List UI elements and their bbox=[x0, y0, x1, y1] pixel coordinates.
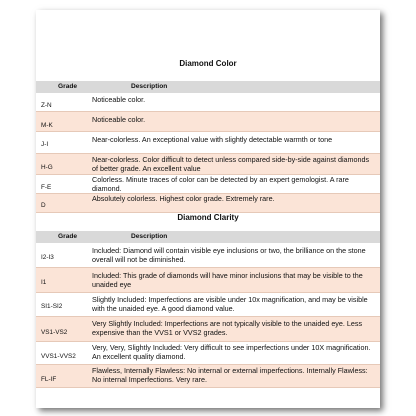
clarity-grade-header: Grade bbox=[58, 233, 78, 240]
grade-cell: J-I bbox=[41, 141, 49, 148]
clarity-table-header bbox=[36, 231, 380, 243]
color-section-title: Diamond Color bbox=[179, 59, 237, 68]
color-row bbox=[36, 93, 380, 112]
description-cell: Very Slightly Included: Imperfections are not typically visible to the unaided eye. Less expensive than the VVS1 or VVS2 grades. bbox=[92, 319, 363, 337]
grade-cell: I2-I3 bbox=[41, 254, 54, 261]
description-cell: Flawless, Internally Flawless: No internal or external imperfections. Internally Flawless: No internal Imperfections. Very rare. bbox=[92, 366, 368, 384]
grade-cell: VS1-VS2 bbox=[41, 329, 68, 336]
description-cell: Slightly Included: Imperfections are visible under 10x magnification, and may be visible with the unaided eye. A good diamond value. bbox=[92, 295, 368, 313]
description-cell: Included: Diamond will contain visible eye inclusions or two, the brilliance on the stone overall will not be diminished. bbox=[92, 246, 366, 264]
clarity-row bbox=[36, 317, 380, 342]
description-cell: Near-colorless. An exceptional value with slightly detectable warmth or tone bbox=[92, 135, 333, 144]
color-row bbox=[36, 154, 380, 175]
description-cell: Very, Very, Slightly Included: Very difficult to see imperfections under 10X magnification. An excellent quality diamond. bbox=[92, 343, 371, 361]
clarity-row bbox=[36, 342, 380, 365]
description-cell: Near-colorless. Color difficult to detect unless compared side-by-side against diamonds of better grade. An excellent value bbox=[92, 155, 370, 173]
grade-cell: FL-IF bbox=[41, 376, 57, 383]
clarity-section-title: Diamond Clarity bbox=[177, 213, 239, 222]
clarity-row bbox=[36, 365, 380, 388]
grade-cell: H-G bbox=[41, 164, 53, 171]
color-row bbox=[36, 112, 380, 132]
grade-cell: I1 bbox=[41, 279, 47, 286]
color-row bbox=[36, 194, 380, 213]
clarity-description-header: Description bbox=[131, 233, 168, 240]
description-cell: Included: This grade of diamonds will have minor inclusions that may be visible to the unaided eye bbox=[92, 271, 363, 289]
description-cell: Colorless. Minute traces of color can be detected by an expert gemologist. A rare diamond. bbox=[92, 175, 349, 193]
description-cell: Noticeable color. bbox=[92, 95, 146, 104]
color-description-header: Description bbox=[131, 83, 168, 90]
color-grade-header: Grade bbox=[58, 83, 78, 90]
grade-cell: F-E bbox=[41, 184, 52, 191]
grade-cell: D bbox=[41, 202, 46, 209]
grade-cell: SI1-SI2 bbox=[41, 303, 63, 310]
clarity-row bbox=[36, 293, 380, 317]
diamond-grading-card bbox=[36, 10, 380, 408]
grade-cell: Z-N bbox=[41, 102, 52, 109]
grade-cell: VVS1-VVS2 bbox=[41, 353, 76, 360]
clarity-row bbox=[36, 243, 380, 268]
color-row bbox=[36, 132, 380, 154]
description-cell: Absolutely colorless. Highest color grade. Extremely rare. bbox=[92, 194, 275, 203]
color-table-header bbox=[36, 81, 380, 93]
clarity-row bbox=[36, 268, 380, 293]
color-row bbox=[36, 175, 380, 194]
grade-cell: M-K bbox=[41, 122, 53, 129]
description-cell: Noticeable color. bbox=[92, 115, 146, 124]
